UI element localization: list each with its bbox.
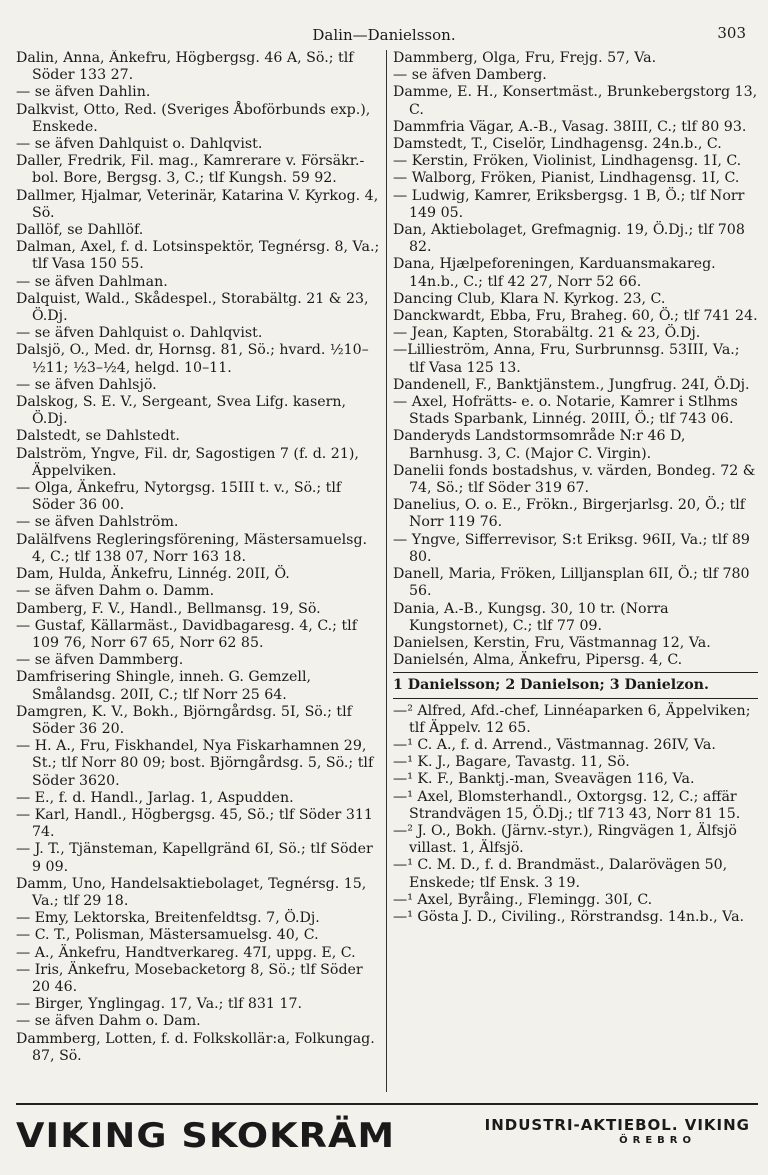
directory-entry: Dalkvist, Otto, Red. (Sveriges Åboförbunds exp.), Enskede. — [16, 101, 371, 135]
directory-entry: Daller, Fredrik, Fil. mag., Kamrerare v. Försäkr.-bol. Bore, Bergsg. 3, C.; tlf Kungsh. 59 92. — [16, 153, 365, 187]
advertisement — [16, 1116, 758, 1156]
directory-entry: — A., Änkefru, Handtverkareg. 47I, uppg. E, C. — [16, 944, 356, 961]
directory-entry: Danckwardt, Ebba, Fru, Braheg. 60, Ö.; tlf 741 24. — [393, 308, 758, 325]
directory-entry: — Karl, Handl., Högbergsg. 45, Sö.; tlf Söder 311 74. — [16, 806, 373, 841]
directory-entry: — E., f. d. Handl., Jarlag. 1, Aspudden. — [16, 789, 294, 806]
directory-entry: —¹ K. F., Banktj.-man, Sveavägen 116, Va. — [393, 771, 695, 788]
directory-entry: — Jean, Kapten, Storabältg. 21 & 23, Ö.Dj. — [393, 325, 701, 342]
directory-entry: — Birger, Ynglingag. 17, Va.; tlf 831 17. — [16, 996, 303, 1013]
directory-entry: Dammberg, Lotten, f. d. Folkskollär:a, Folkungag. 87, Sö. — [16, 1030, 375, 1064]
directory-entry: Damme, E. H., Konsertmäst., Brunkebergstorg 13, C. — [393, 84, 758, 118]
directory-entry: Dalsjö, O., Med. dr, Hornsg. 81, Sö.; hvard. ½10–½11; ½3–½4, helgd. 10–11. — [16, 342, 369, 376]
page-header — [0, 26, 768, 46]
directory-entry: Damfrisering Shingle, inneh. G. Gemzell, Smålandsg. 20II, C.; tlf Norr 25 64. — [16, 669, 311, 703]
directory-entry: — Axel, Hofrätts- e. o. Notarie, Kamrer i Stlhms Stads Sparbank, Linnég. 20III, Ö.; tlf 743 06. — [393, 394, 738, 428]
directory-entry: Dam, Hulda, Änkefru, Linnég. 20II, Ö. — [16, 566, 290, 583]
directory-entry: Dandenell, F., Banktjänstem., Jungfrug. 24I, Ö.Dj. — [393, 376, 750, 393]
directory-entry: — Ludwig, Kamrer, Eriksbergsg. 1 B, Ö.; tlf Norr 149 05. — [393, 187, 745, 221]
directory-entry: —² J. O., Bokh. (Järnv.-styr.), Ringvägen 1, Älfsjö villast. 1, Älfsjö. — [393, 822, 737, 857]
right-column-bottom — [393, 703, 758, 927]
directory-entry: Dana, Hjælpeforeningen, Karduansmakareg. 14n.b., C.; tlf 42 27, Norr 52 66. — [393, 256, 716, 290]
directory-entry: Danelius, O. o. E., Frökn., Birgerjarlsg. 20, Ö.; tlf Norr 119 76. — [393, 497, 746, 531]
footer-rule-top — [16, 1103, 758, 1105]
directory-entry: —¹ Axel, Blomsterhandl., Oxtorgsg. 12, C.; affär Strandvägen 15, Ö.Dj.; tlf 713 43, Norr 81 15. — [393, 788, 741, 822]
directory-entry: —¹ K. J., Bagare, Tavastg. 11, Sö. — [393, 754, 630, 771]
page-number: 303 — [717, 24, 746, 42]
directory-entry: Dammberg, Olga, Fru, Frejg. 57, Va. — [393, 50, 657, 66]
directory-entry: Dalström, Yngve, Fil. dr, Sagostigen 7 (f. d. 21), Äppelviken. — [16, 445, 359, 479]
directory-entry: Dan, Aktiebolaget, Grefmagnig. 19, Ö.Dj.; tlf 708 82. — [393, 222, 745, 256]
directory-entry: — Walborg, Fröken, Pianist, Lindhagensg. 1I, C. — [393, 170, 740, 187]
directory-entry: Dallmer, Hjalmar, Veterinär, Katarina V. Kyrkog. 4, Sö. — [16, 187, 379, 221]
directory-entry: Damberg, F. V., Handl., Bellmansg. 19, Sö. — [16, 600, 321, 617]
directory-entry: — J. T., Tjänsteman, Kapellgränd 6I, Sö.; tlf Söder 9 09. — [16, 841, 373, 875]
directory-entry: Dalin, Anna, Änkefru, Högbergsg. 46 A, Sö.; tlf Söder 133 27. — [16, 50, 354, 84]
directory-entry: — H. A., Fru, Fiskhandel, Nya Fiskarhamnen 29, St.; tlf Norr 80 09; bost. Björngårdsg. 5, Sö.; tlf Söder 3620. — [16, 738, 374, 789]
directory-entry: Dalstedt, se Dahlstedt. — [16, 428, 180, 445]
directory-entry: — se äfven Dahlin. — [16, 84, 151, 101]
directory-entry: — se äfven Dahlquist o. Dahlqvist. — [16, 136, 263, 153]
right-column — [387, 50, 758, 1092]
directory-entry: — Kerstin, Fröken, Violinist, Lindhagensg. 1I, C. — [393, 153, 742, 170]
directory-entry: Dalquist, Wald., Skådespel., Storabältg. 21 & 23, Ö.Dj. — [16, 290, 369, 325]
running-title: Dalin—Danielsson. — [312, 26, 456, 44]
ad-company: INDUSTRI-AKTIEBOL. VIKING — [484, 1116, 750, 1134]
directory-entry: Danell, Maria, Fröken, Lilljansplan 6II, Ö.; tlf 780 56. — [393, 566, 750, 600]
directory-entry: — se äfven Dahlsjö. — [16, 376, 157, 393]
directory-entry: — C. T., Polisman, Mästersamuelsg. 40, C. — [16, 927, 319, 944]
directory-entry: —¹ Gösta J. D., Civiling., Rörstrandsg. 14n.b., Va. — [393, 908, 745, 925]
directory-entry: — se äfven Dahm o. Dam. — [16, 1013, 201, 1030]
directory-entry: — Iris, Änkefru, Mosebacketorg 8, Sö.; tlf Söder 20 46. — [16, 961, 363, 995]
directory-entry: Danielsen, Kerstin, Fru, Västmannag 12, Va. — [393, 634, 711, 651]
directory-entry: — se äfven Dahlman. — [16, 273, 168, 290]
directory-entry: — Emy, Lektorska, Breitenfeldtsg. 7, Ö.Dj. — [16, 910, 320, 927]
directory-entry: Dallöf, se Dahllöf. — [16, 222, 144, 239]
surname-variants-note: 1 Danielsson; 2 Danielson; 3 Danielzon. — [393, 677, 709, 694]
directory-entry: — se äfven Damberg. — [393, 67, 547, 84]
directory-entry: —¹ Axel, Byråing., Flemingg. 30I, C. — [393, 891, 653, 908]
directory-entry: Danderyds Landstormsområde N:r 46 D, Barnhusg. 3, C. (Major C. Virgin). — [393, 428, 686, 462]
directory-entry: Dalman, Axel, f. d. Lotsinspektör, Tegnérsg. 8, Va.; tlf Vasa 150 55. — [16, 239, 380, 273]
directory-entry: —¹ C. A., f. d. Arrend., Västmannag. 26IV, Va. — [393, 736, 716, 753]
directory-entry: —Lillieström, Anna, Fru, Surbrunnsg. 53III, Va.; tlf Vasa 125 13. — [393, 342, 740, 376]
directory-entry: Damm, Uno, Handelsaktiebolaget, Tegnérsg. 15, Va.; tlf 29 18. — [16, 875, 367, 909]
ad-brand: VIKING SKOKRÄM — [16, 1116, 396, 1156]
directory-entry: Dania, A.-B., Kungsg. 30, 10 tr. (Norra Kungstornet), C.; tlf 77 09. — [393, 600, 669, 634]
directory-entry: — se äfven Dammberg. — [16, 652, 184, 669]
directory-entry: Dalskog, S. E. V., Sergeant, Svea Lifg. kasern, Ö.Dj. — [16, 394, 347, 428]
section-divider-top — [393, 672, 758, 673]
directory-entry: — Gustaf, Källarmäst., Davidbagaresg. 4, C.; tlf 109 76, Norr 67 65, Norr 62 85. — [16, 617, 357, 651]
directory-entry: — Olga, Änkefru, Nytorgsg. 15III t. v., Sö.; tlf Söder 36 00. — [16, 480, 342, 514]
directory-columns — [16, 50, 758, 1092]
directory-entry: —² Alfred, Afd.-chef, Linnéaparken 6, Äppelviken; tlf Äppelv. 12 65. — [393, 702, 751, 736]
directory-entry: — se äfven Dahlström. — [16, 514, 179, 531]
directory-entry: Danelii fonds bostadshus, v. värden, Bondeg. 72 & 74, Sö.; tlf Söder 319 67. — [393, 462, 756, 497]
right-column-top — [393, 50, 758, 669]
directory-entry: Dammfria Vägar, A.-B., Vasag. 38III, C.; tlf 80 93. — [393, 118, 747, 135]
section-divider-bottom — [393, 698, 758, 699]
directory-entry: — se äfven Dahm o. Damm. — [16, 583, 215, 600]
directory-entry: — se äfven Dahlquist o. Dahlqvist. — [16, 325, 263, 342]
directory-entry: — Yngve, Sifferrevisor, S:t Eriksg. 96II, Va.; tlf 89 80. — [393, 531, 750, 565]
directory-entry: Dancing Club, Klara N. Kyrkog. 23, C. — [393, 290, 666, 307]
directory-entry: Dalälfvens Regleringsförening, Mästersamuelsg. 4, C.; tlf 138 07, Norr 163 18. — [16, 531, 368, 565]
directory-entry: —¹ C. M. D., f. d. Brandmäst., Dalarövägen 50, Enskede; tlf Ensk. 3 19. — [393, 857, 728, 891]
ad-city: ÖREBRO — [619, 1135, 696, 1146]
directory-entry: Damstedt, T., Ciselör, Lindhagensg. 24n.b., C. — [393, 136, 722, 153]
directory-entry: Damgren, K. V., Bokh., Björngårdsg. 5I, Sö.; tlf Söder 36 20. — [16, 703, 352, 737]
directory-entry: Danielsén, Alma, Änkefru, Pipersg. 4, C. — [393, 652, 683, 669]
left-column — [16, 50, 387, 1092]
